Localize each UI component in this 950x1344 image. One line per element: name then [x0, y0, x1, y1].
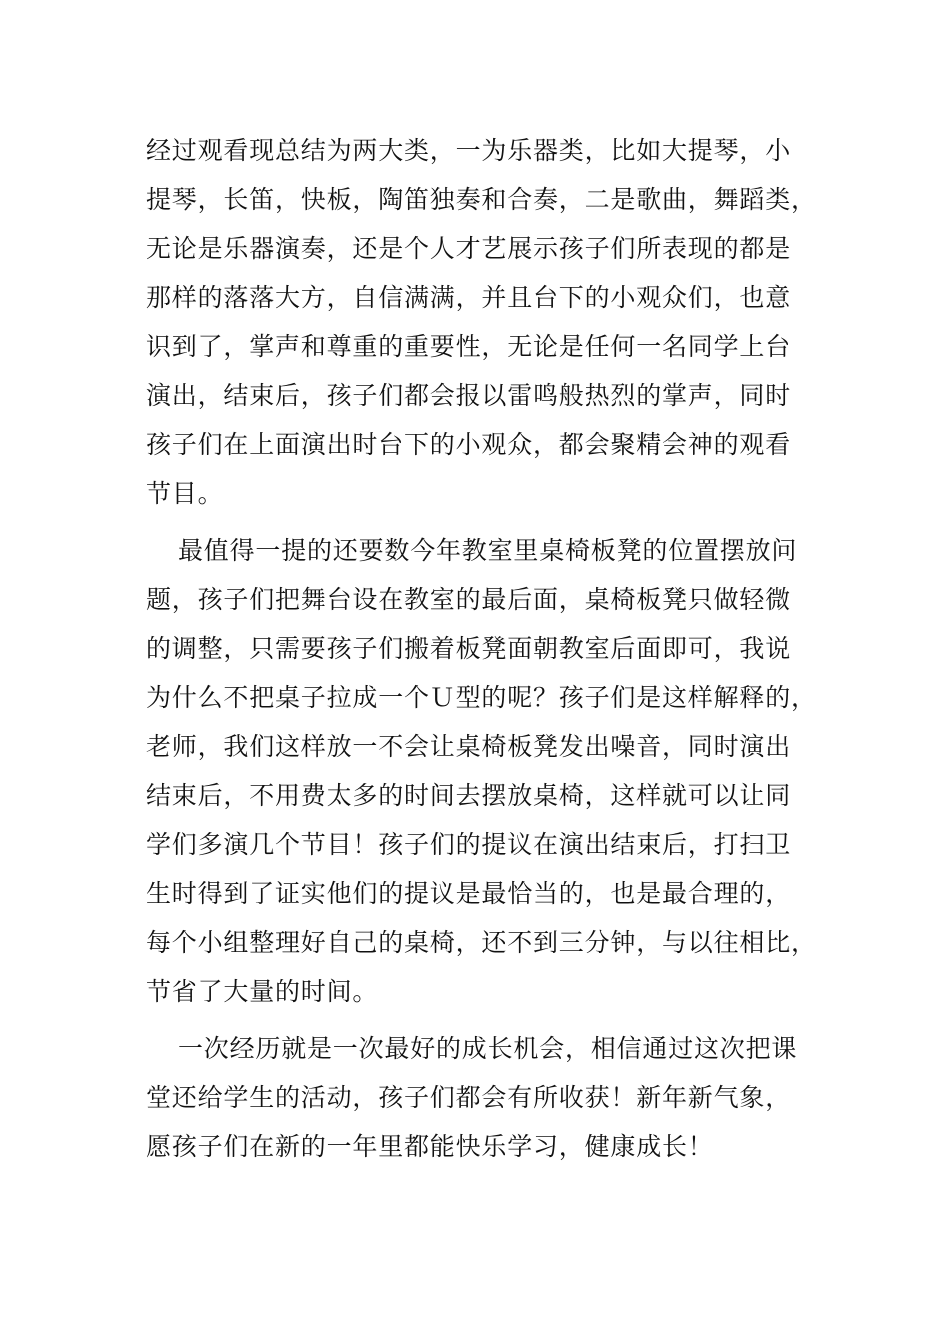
text-line: 那样的落落大方，自信满满，并且台下的小观众们，也意: [146, 283, 792, 312]
text-line: 最值得一提的还要数今年教室里桌椅板凳的位置摆放问: [178, 536, 798, 565]
text-line: 堂还给学生的活动，孩子们都会有所收获！新年新气象，: [146, 1083, 792, 1112]
text-line: 老师，我们这样放一不会让桌椅板凳发出噪音，同时演出: [146, 732, 792, 761]
text-line: 节目。: [146, 479, 224, 508]
text-line: 一次经历就是一次最好的成长机会，相信通过这次把课: [178, 1034, 798, 1063]
text-line: 结束后，不用费太多的时间去摆放桌椅，这样就可以让同: [146, 781, 792, 810]
text-line: 题，孩子们把舞台设在教室的最后面，桌椅板凳只做轻微: [146, 585, 792, 614]
text-line: 无论是乐器演奏，还是个人才艺展示孩子们所表现的都是: [146, 234, 792, 263]
paragraph-3: [146, 1024, 806, 1171]
text-line: 愿孩子们在新的一年里都能快乐学习，健康成长！: [146, 1132, 714, 1161]
text-line: 经过观看现总结为两大类，一为乐器类，比如大提琴，小: [146, 136, 792, 165]
text-line: 节省了大量的时间。: [146, 977, 379, 1006]
text-line: 生时得到了证实他们的提议是最恰当的，也是最合理的，: [146, 879, 792, 908]
document-body: [146, 126, 817, 1179]
text-line: 的调整，只需要孩子们搬着板凳面朝教室后面即可，我说: [146, 634, 792, 663]
text-line: 每个小组整理好自己的桌椅，还不到三分钟，与以往相比，: [146, 928, 817, 957]
text-line: 提琴，长笛，快板，陶笛独奏和合奏，二是歌曲，舞蹈类，: [146, 185, 817, 214]
text-line: 识到了，掌声和尊重的重要性，无论是任何一名同学上台: [146, 332, 792, 361]
text-line: 演出，结束后，孩子们都会报以雷鸣般热烈的掌声，同时: [146, 381, 792, 410]
paragraph-1: [146, 126, 817, 518]
paragraph-2: [146, 526, 817, 1016]
text-line: 学们多演几个节目！孩子们的提议在演出结束后，打扫卫: [146, 830, 792, 859]
text-line: 孩子们在上面演出时台下的小观众，都会聚精会神的观看: [146, 430, 792, 459]
text-line: 为什么不把桌子拉成一个Ｕ型的呢？孩子们是这样解释的，: [146, 683, 817, 712]
